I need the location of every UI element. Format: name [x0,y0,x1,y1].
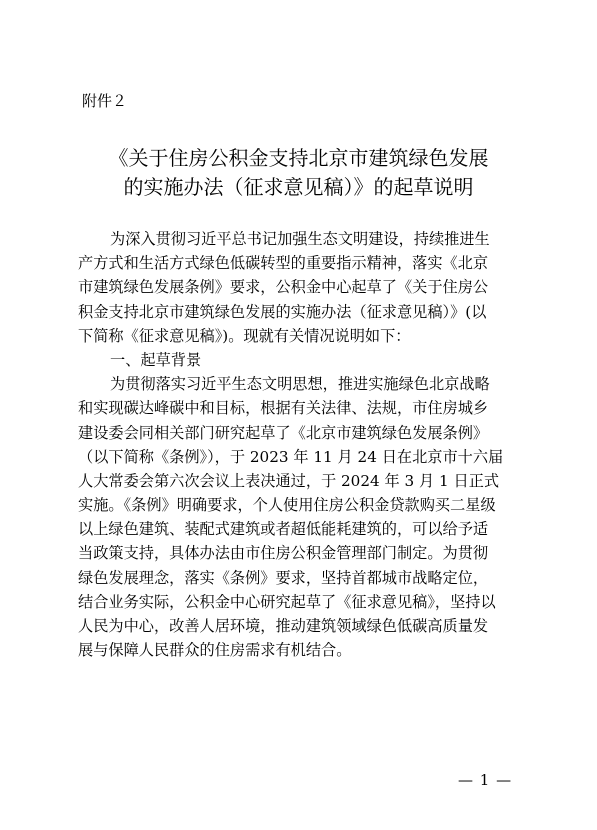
paragraph-1-line: 为深入贯彻习近平总书记加强生态文明建设，持续推进生 [110,230,490,248]
attachment-label: 附件２ [82,92,128,110]
paragraph-2-line: 和实现碳达峰碳中和目标，根据有关法律、法规，市住房城乡 [78,399,489,418]
document-body [78,227,526,662]
paragraph-2-line: （以下简称《条例》），于 2023 年 11 月 24 日在北京市十六届 [78,447,504,466]
document-title [60,144,537,202]
paragraph-2-line: 绿色发展理念，落实《条例》要求，坚持首都城市战略定位， [78,568,489,587]
paragraph-2-line: 人大常委会第六次会议上表决通过，于 2024 年 3 月 1 日正式 [78,471,500,490]
title-line-1: 《关于住房公积金支持北京市建筑绿色发展 [108,146,489,170]
page-number: — 1 — [458,771,513,789]
paragraph-1-line: 下简称《征求意见稿》)。现就有关情况说明如下： [78,326,411,345]
paragraph-2-line: 为贯彻落实习近平生态文明思想，推进实施绿色北京战略 [110,375,490,394]
paragraph-1-line: 产方式和生活方式绿色低碳转型的重要指示精神，落实《北京 [78,254,489,273]
paragraph-2-line: 以上绿色建筑、装配式建筑或者超低能耗建筑的，可以给予适 [78,520,489,539]
paragraph-2-line: 展与保障人民群众的住房需求有机结合。 [78,641,352,660]
paragraph-2-line: 当政策支持，具体办法由市住房公积金管理部门制定。为贯彻 [78,544,489,563]
paragraph-2-line: 结合业务实际，公积金中心研究起草了《征求意见稿》，坚持以 [78,592,496,611]
paragraph-1-line: 市建筑绿色发展条例》要求，公积金中心起草了《关于住房公 [78,278,489,297]
paragraph-1-line: 积金支持北京市建筑绿色发展的实施办法（征求意见稿）》(以 [78,302,487,321]
title-line-2: 的实施办法（征求意见稿）》的起草说明 [123,175,474,199]
paragraph-2-line: 人民为中心，改善人居环境，推动建筑领域绿色低碳高质量发 [78,617,489,635]
paragraph-2-line: 建设委会同相关部门研究起草了《北京市建筑绿色发展条例》 [78,423,489,442]
section-heading: 一、起草背景 [110,350,202,369]
paragraph-2-line: 实施。《条例》明确要求，个人使用住房公积金贷款购买二星级 [78,496,496,515]
